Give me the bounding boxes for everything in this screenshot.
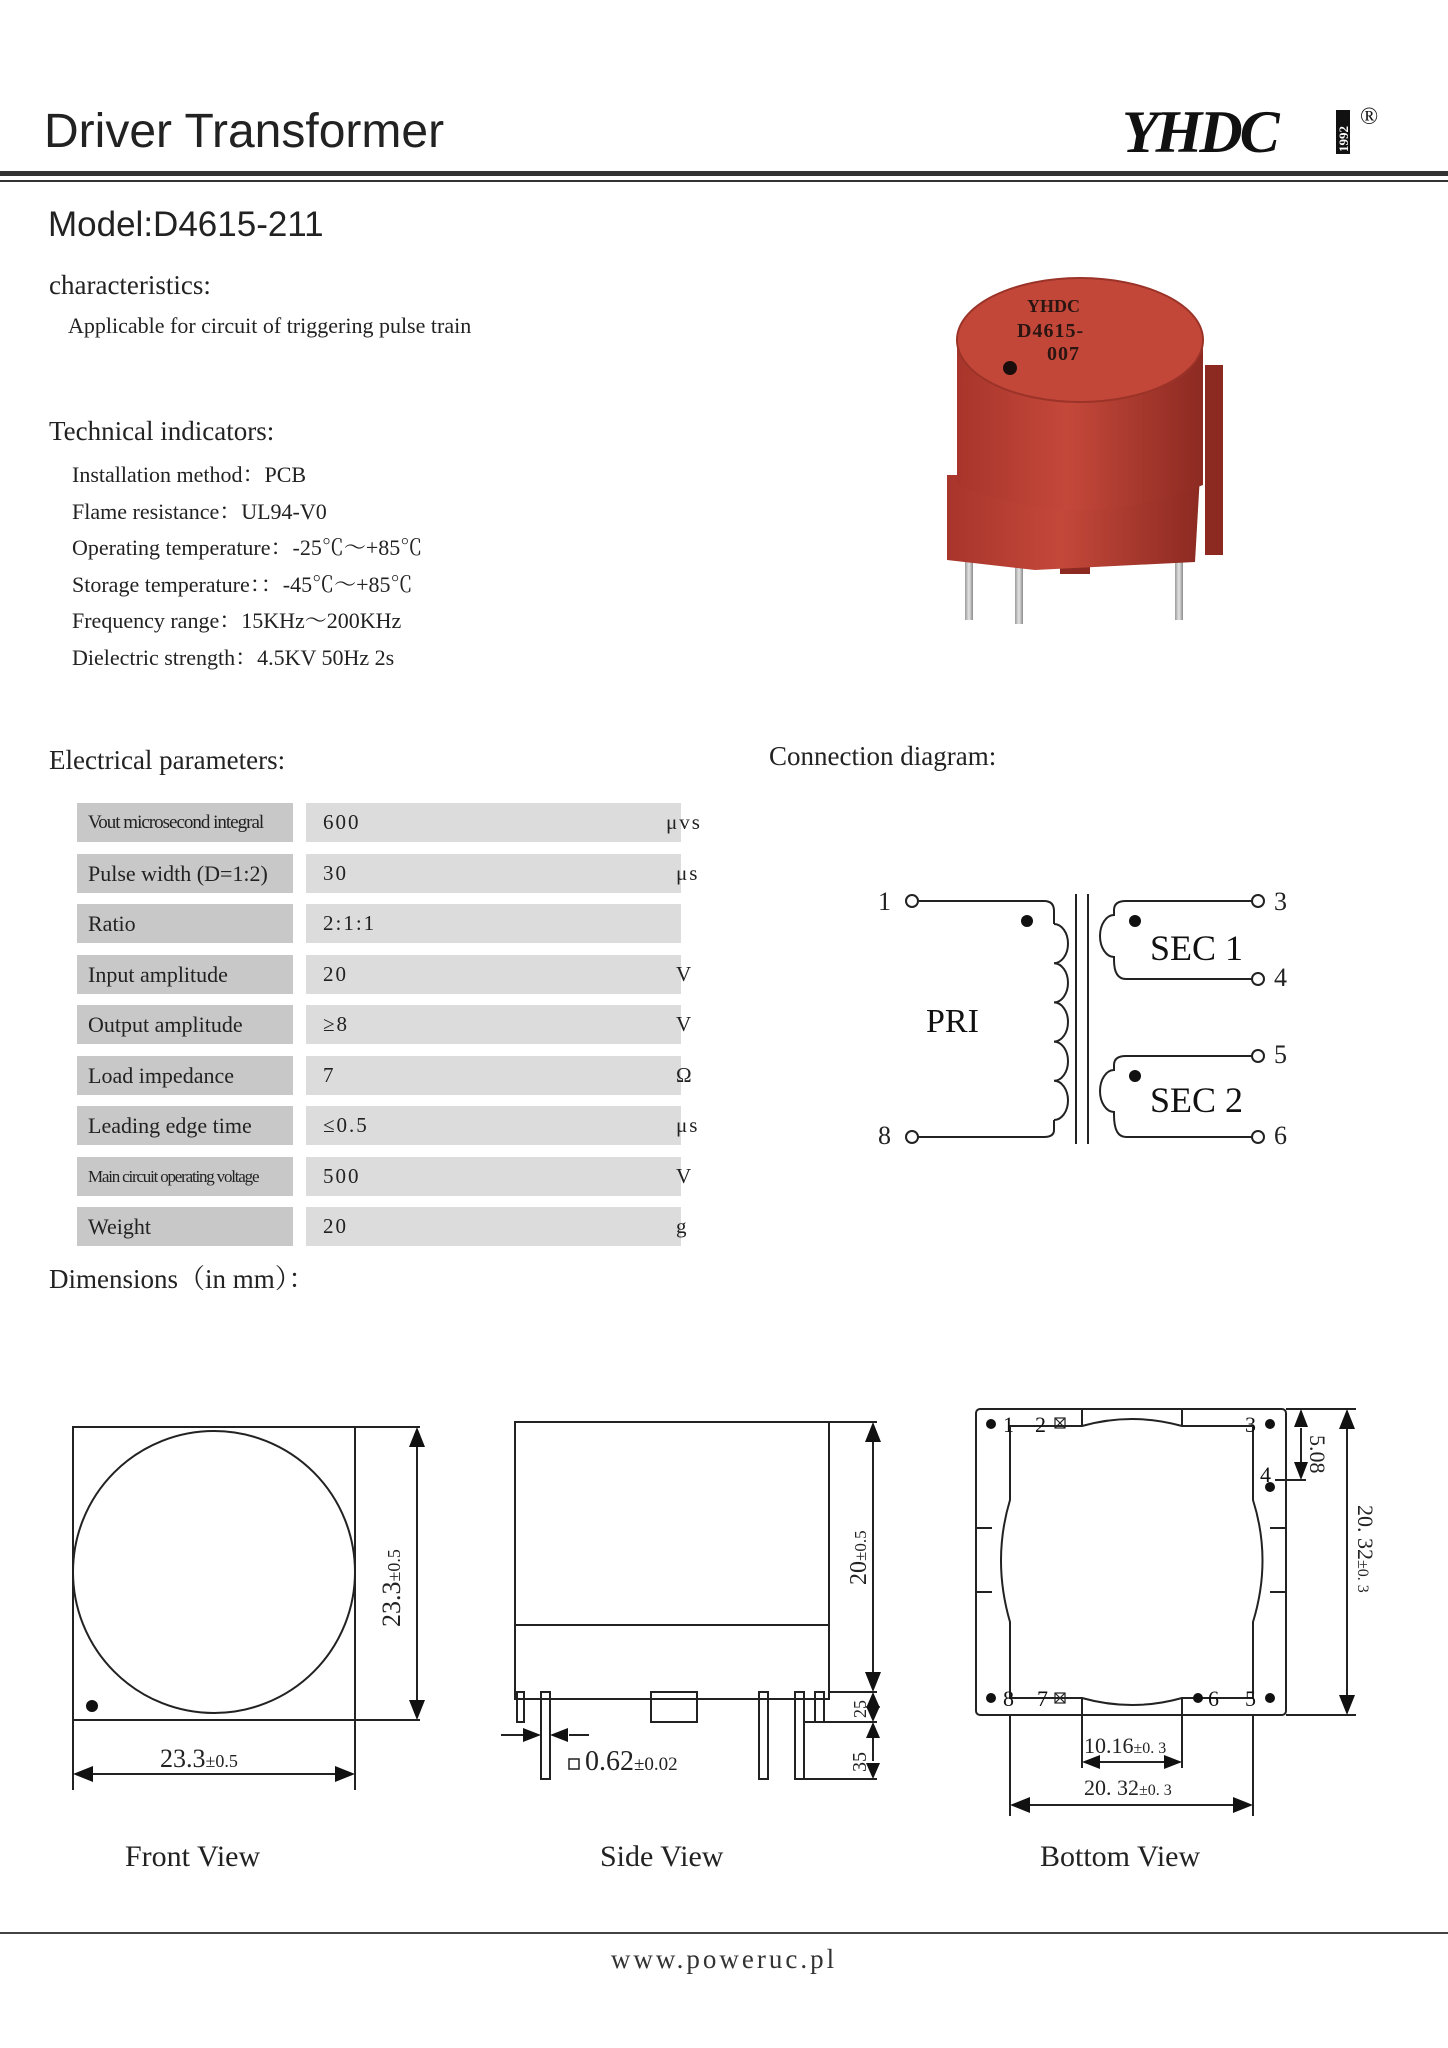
table-row xyxy=(77,1157,694,1196)
bottom-pin-4: 4 xyxy=(1260,1462,1271,1487)
logo-text: YHDC xyxy=(1122,100,1277,165)
bottom-pin-5: 5 xyxy=(1245,1686,1256,1711)
bottom-inner-tol: ±0. 3 xyxy=(1133,1740,1167,1757)
spec-flame: Flame resistance：UL94-V0 xyxy=(72,498,327,524)
param-unit: Ω xyxy=(676,1062,694,1087)
spec-installation: Installation method：PCB xyxy=(72,462,307,487)
spec-operating-temp: Operating temperature：-25℃～+85℃ xyxy=(72,535,423,561)
bottom-pin-1: 1 xyxy=(1003,1412,1014,1437)
table-row xyxy=(77,904,681,943)
table-row xyxy=(77,803,702,842)
front-height-value: 23.3 xyxy=(377,1581,406,1627)
spec-storage-temp: Storage temperature：：-45℃～+85℃ xyxy=(72,571,413,597)
param-value: 600 xyxy=(323,810,361,834)
header-rule-thin xyxy=(0,180,1448,182)
header-rule-thick xyxy=(0,171,1448,176)
spec-frequency: Frequency range：15KHz～200KHz xyxy=(72,608,402,634)
photo-brand: YHDC xyxy=(1027,296,1080,316)
param-name: Pulse width (D=1:2) xyxy=(77,854,293,893)
param-name: Vout microsecond integral xyxy=(77,803,293,842)
side-view-drawing xyxy=(495,1415,915,1785)
svg-text:20. 32±0. 3 xyxy=(1084,1775,1172,1800)
table-row xyxy=(77,1207,689,1246)
electrical-table xyxy=(77,803,702,1258)
bottom-outer-tol: ±0. 3 xyxy=(1139,1782,1172,1799)
table-row xyxy=(77,1106,700,1145)
bottom-inner-value: 10.16 xyxy=(1084,1733,1134,1758)
param-value: 30 xyxy=(323,860,348,885)
param-name: Main circuit operating voltage xyxy=(77,1157,293,1196)
table-row xyxy=(77,1005,694,1044)
connection-heading: Connection diagram: xyxy=(769,741,997,771)
front-view-drawing xyxy=(60,1415,440,1810)
brand-logo xyxy=(1122,100,1387,168)
side-view-label: Side View xyxy=(600,1840,724,1873)
product-photo xyxy=(935,270,1245,640)
svg-text:10.16±0. 3 xyxy=(1084,1733,1166,1758)
pin-label-3: 3 xyxy=(1274,887,1287,916)
dimensions-heading: Dimensions（in mm）： xyxy=(49,1264,316,1294)
param-unit: g xyxy=(676,1214,689,1238)
side-body-value: 20 xyxy=(846,1561,872,1585)
svg-text:20. 32±0. 3 xyxy=(1353,1505,1378,1593)
bottom-side-value: 20. 32 xyxy=(1353,1505,1378,1560)
pri-label: PRI xyxy=(926,1003,979,1040)
model-number: Model:D4615-211 xyxy=(48,205,324,244)
front-view-label: Front View xyxy=(125,1840,261,1873)
param-unit: V xyxy=(676,1012,694,1036)
side-dim-25: 25 xyxy=(850,1700,870,1718)
table-row xyxy=(77,955,694,994)
bottom-dim-508: 5.08 xyxy=(1305,1435,1330,1474)
bottom-pin-6: 6 xyxy=(1208,1686,1219,1711)
footer-url: www.poweruc.pl xyxy=(610,1944,838,1974)
technical-list xyxy=(72,457,422,677)
front-height-tol: ±0.5 xyxy=(384,1549,404,1582)
technical-heading: Technical indicators: xyxy=(49,416,275,446)
param-value: ≥8 xyxy=(323,1012,350,1036)
pin-label-5: 5 xyxy=(1274,1040,1287,1069)
param-unit: V xyxy=(676,961,694,986)
bottom-pin-7: 7 xyxy=(1037,1686,1048,1711)
param-name: Load impedance xyxy=(77,1056,293,1095)
param-unit: μvs xyxy=(666,810,702,834)
page-title: Driver Transformer xyxy=(44,105,445,158)
bottom-side-tol: ±0. 3 xyxy=(1354,1560,1371,1593)
param-value: 2:1:1 xyxy=(323,911,377,935)
pin-label-6: 6 xyxy=(1274,1121,1287,1150)
bottom-view-drawing xyxy=(970,1400,1390,1820)
param-name: Weight xyxy=(77,1207,293,1246)
svg-text:0.62±0.02 xyxy=(585,1746,678,1777)
param-name: Leading edge time xyxy=(77,1106,293,1145)
electrical-heading: Electrical parameters: xyxy=(49,745,286,775)
param-value: ≤0.5 xyxy=(323,1113,369,1137)
side-pin-value: 0.62 xyxy=(585,1746,634,1777)
connection-diagram xyxy=(860,880,1320,1160)
svg-text:20±0.5 xyxy=(846,1530,872,1585)
sec1-label: SEC 1 xyxy=(1150,928,1244,968)
table-row xyxy=(77,1056,694,1095)
bottom-view-label: Bottom View xyxy=(1040,1840,1201,1873)
svg-text:23.3±0.5 xyxy=(377,1549,406,1627)
sec2-label: SEC 2 xyxy=(1150,1080,1244,1120)
param-name: Input amplitude xyxy=(77,955,293,994)
front-width-tol: ±0.5 xyxy=(205,1751,238,1771)
pin-label-8: 8 xyxy=(878,1121,891,1150)
footer-rule xyxy=(0,1932,1448,1934)
param-unit: V xyxy=(676,1163,694,1188)
characteristics-text: Applicable for circuit of triggering pulse train xyxy=(68,313,472,338)
table-row xyxy=(77,854,700,893)
bottom-pin-3: 3 xyxy=(1245,1412,1256,1437)
side-dim-35: 35 xyxy=(849,1752,871,1772)
param-unit: μs xyxy=(676,1113,700,1137)
spec-dielectric: Dielectric strength：4.5KV 50Hz 2s xyxy=(72,644,395,670)
pin-label-4: 4 xyxy=(1274,963,1287,992)
side-pin-tol: ±0.02 xyxy=(634,1754,678,1775)
characteristics-heading: characteristics: xyxy=(49,270,211,300)
registered-mark: ® xyxy=(1360,104,1379,130)
param-value: 20 xyxy=(323,1214,348,1238)
param-name: Output amplitude xyxy=(77,1005,293,1044)
param-value: 20 xyxy=(323,961,348,986)
logo-year: 1992 xyxy=(1336,126,1351,152)
side-body-tol: ±0.5 xyxy=(851,1530,870,1561)
param-value: 500 xyxy=(323,1163,361,1188)
bottom-pin-8: 8 xyxy=(1003,1686,1014,1711)
param-name: Ratio xyxy=(77,904,293,943)
bottom-outer-value: 20. 32 xyxy=(1084,1775,1139,1800)
photo-label-1: D4615- xyxy=(1017,320,1085,342)
pin-label-1: 1 xyxy=(878,887,891,916)
param-unit: μs xyxy=(676,860,700,885)
svg-text:23.3±0.5 xyxy=(160,1744,238,1773)
bottom-pin-2: 2 xyxy=(1035,1412,1046,1437)
photo-label-2: 007 xyxy=(1047,343,1080,365)
front-width-value: 23.3 xyxy=(160,1744,206,1773)
param-value: 7 xyxy=(323,1062,336,1087)
